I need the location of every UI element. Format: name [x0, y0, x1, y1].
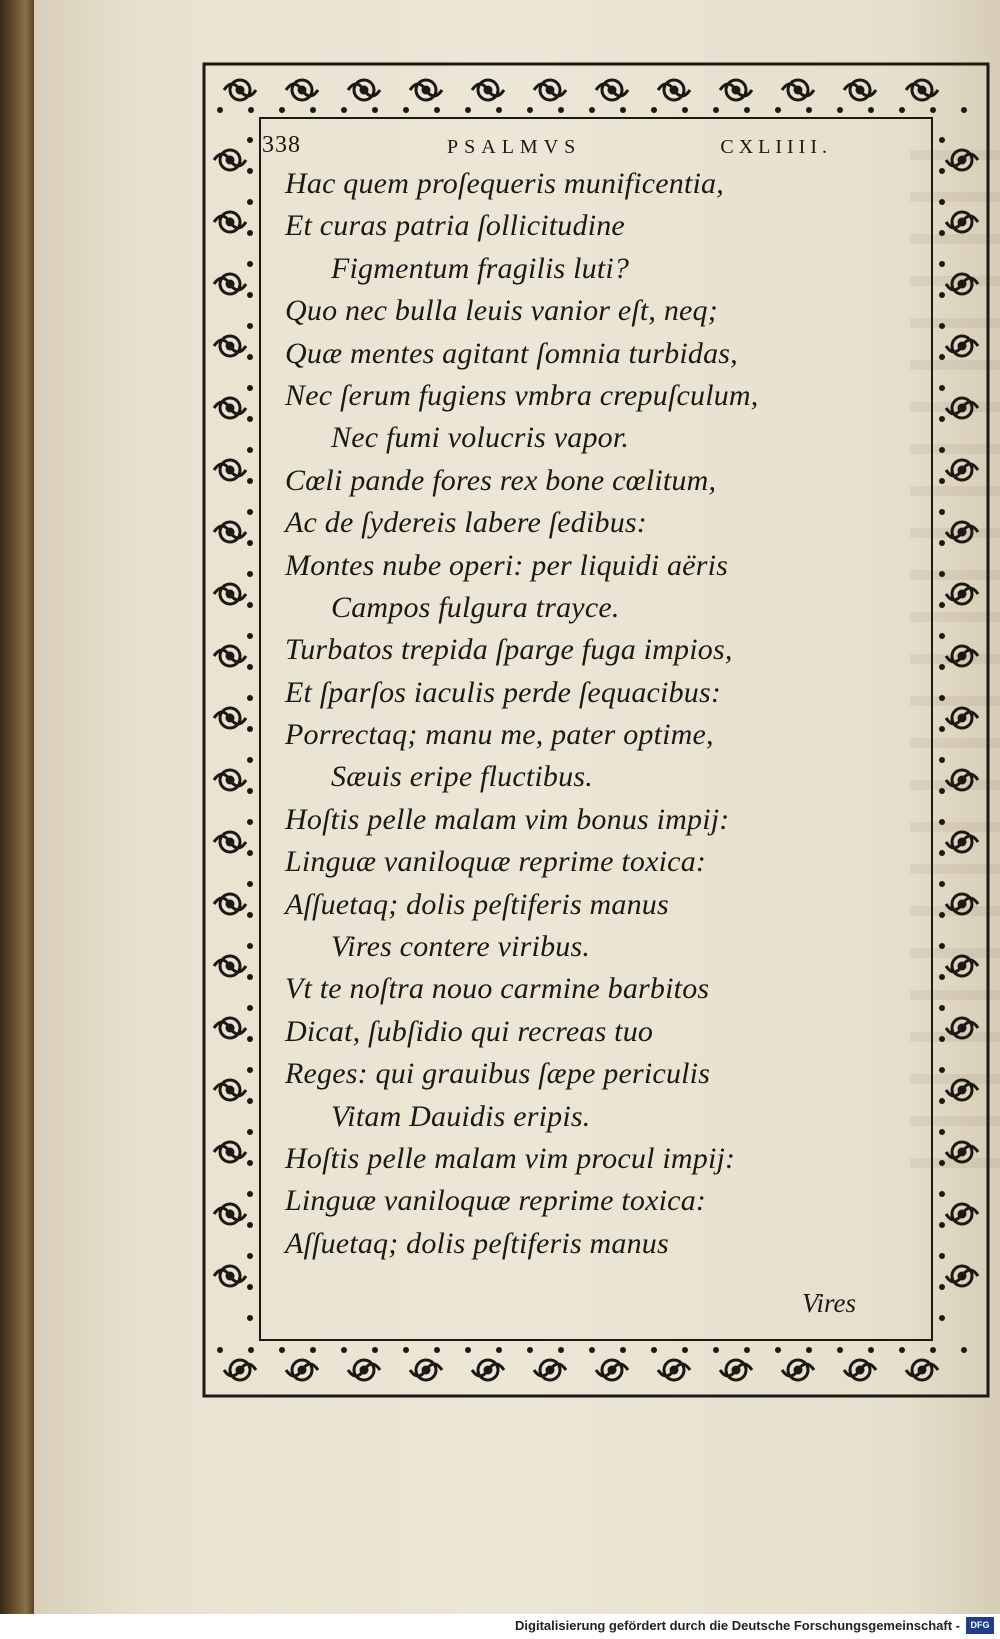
digitization-footer — [0, 1614, 1000, 1639]
folio-number: 338 — [262, 132, 301, 158]
psalm-number: CXLIIII. — [720, 136, 832, 158]
verse-line: Vitam Dauidis eripis. — [331, 1099, 591, 1133]
verse-line: Cœli pande fores rex bone cœlitum, — [285, 463, 717, 497]
verse-line: Hoſtis pelle malam vim procul impij: — [285, 1141, 736, 1175]
verse-line: Vires contere viribus. — [331, 930, 591, 964]
verse-line: Quo nec bulla leuis vanior eſt, neq; — [285, 294, 718, 328]
book-spine-edge — [0, 0, 34, 1614]
dfg-logo-icon: DFG — [966, 1617, 994, 1634]
verse-line: Et curas patria ſollicitudine — [285, 209, 625, 243]
verse-line: Turbatos trepida ſparge fuga impios, — [285, 633, 733, 667]
verse-line: Sæuis eripe fluctibus. — [331, 760, 593, 794]
verse-line: Linguæ vaniloquæ reprime toxica: — [285, 845, 707, 879]
catchword: Vires — [802, 1288, 856, 1318]
verse-line: Hoſtis pelle malam vim bonus impij: — [285, 802, 730, 836]
verse-line: Campos fulgura trayce. — [331, 590, 620, 624]
verse-line: Linguæ vaniloquæ reprime toxica: — [285, 1184, 707, 1218]
verse-line: Porrectaq; manu me, pater optime, — [285, 718, 714, 752]
verse-line: Aſſuetaq; dolis peſtiferis manus — [285, 1226, 669, 1260]
running-title: PSALMVS — [447, 136, 582, 158]
verse-line: Et ſparſos iaculis perde ſequacibus: — [285, 675, 722, 709]
verse-block — [285, 163, 855, 1265]
funding-credit: Digitalisierung gefördert durch die Deutsche Forschungsgemeinschaft - — [515, 1618, 960, 1633]
verse-line: Nec ſerum fugiens vmbra crepuſculum, — [285, 378, 759, 412]
verse-line: Dicat, ſubſidio qui recreas tuo — [285, 1014, 654, 1048]
verse-line: Vt te noſtra nouo carmine barbitos — [285, 972, 710, 1006]
verse-line: Hac quem proſequeris munificentia, — [285, 167, 724, 200]
verse-line: Montes nube operi: per liquidi aëris — [285, 548, 728, 582]
verse-line: Reges: qui grauibus ſæpe periculis — [285, 1057, 711, 1091]
verse-line: Ac de ſydereis labere ſedibus: — [285, 506, 647, 540]
verse-line: Quæ mentes agitant ſomnia turbidas, — [285, 336, 738, 370]
verse-line: Figmentum fragilis luti? — [331, 251, 630, 285]
verse-line: Aſſuetaq; dolis peſtiferis manus — [285, 887, 669, 921]
verse-line: Nec fumi volucris vapor. — [331, 421, 630, 455]
